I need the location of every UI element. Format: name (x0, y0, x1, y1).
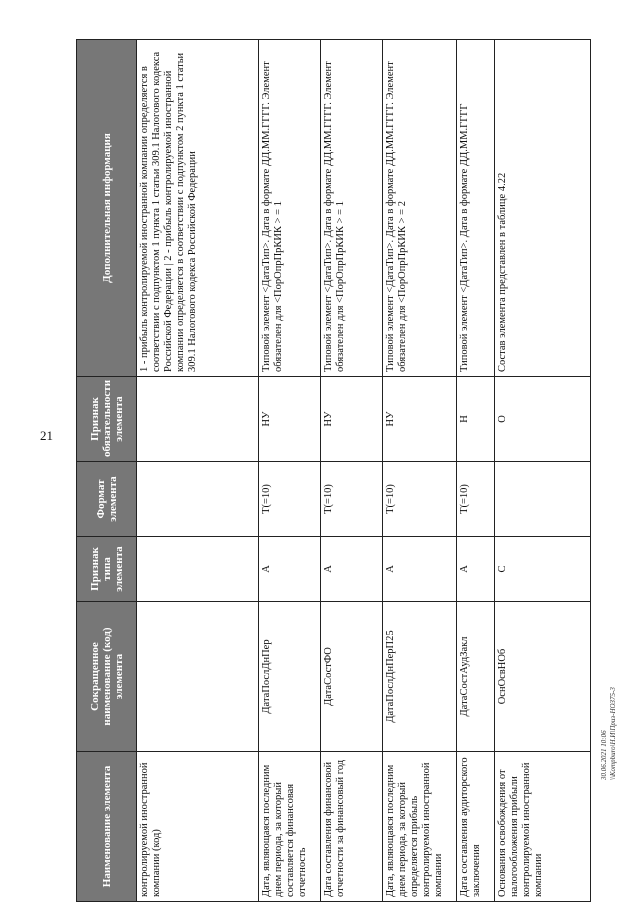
header-code: Сокращенное наименование (код) элемента (77, 602, 137, 752)
cell-info: Типовой элемент <ДатаТип>. Дата в формате ДД.ММ.ГГГГ (457, 40, 495, 377)
cell-required: НУ (259, 377, 321, 462)
elements-table (76, 39, 591, 902)
cell-type: А (457, 537, 495, 602)
table-row (137, 40, 259, 902)
cell-type: С (495, 537, 591, 602)
cell-type: А (383, 537, 457, 602)
header-required: Признак обязательности элемента (77, 377, 137, 462)
cell-format (495, 462, 591, 537)
table-row (457, 40, 495, 902)
cell-type: А (259, 537, 321, 602)
table-row (321, 40, 383, 902)
cell-name: контролируемой иностранной компании (код) (137, 752, 259, 902)
footer-date: 30.06.2021 10:06 (600, 730, 608, 780)
cell-required: НУ (383, 377, 457, 462)
cell-required: О (495, 377, 591, 462)
cell-code: ДатаСостФО (321, 602, 383, 752)
page-number: 21 (40, 428, 53, 443)
cell-info: 1 - прибыль контролируемой иностранной компании определяется в соответствии с подпунктом 1 пункта 1 статьи 309.1 Налогового кодекса Российской Федерации | 2 - прибыль контролируемой иностранной компании определяется в соответствии с подпунктом 2 пункта 1 статьи 309.1 Налогового кодекса Российской Федерации (137, 40, 259, 377)
cell-name: Дата составления финансовой отчетности за финансовый год (321, 752, 383, 902)
cell-code: ДатаСостАудЗакл (457, 602, 495, 752)
cell-info: Типовой элемент <ДатаТип>. Дата в формате ДД.ММ.ГГГГ. Элемент обязателен для <ПорОпрПрКИК > = 2 (383, 40, 457, 377)
table-row (383, 40, 457, 902)
cell-format: T(=10) (259, 462, 321, 537)
cell-format: T(=10) (383, 462, 457, 537)
cell-format: T(=10) (457, 462, 495, 537)
header-format: Формат элемента (77, 462, 137, 537)
cell-type (137, 537, 259, 602)
cell-name: Дата составления аудиторского заключения (457, 752, 495, 902)
cell-format: T(=10) (321, 462, 383, 537)
cell-code: ОснОсвНОб (495, 602, 591, 752)
footer-path: \\Kompburo\Н.И\Приз-НОЗ75-3 (609, 687, 617, 780)
cell-required: Н (457, 377, 495, 462)
cell-format (137, 462, 259, 537)
header-info: Дополнительная информация (77, 40, 137, 377)
cell-name: Основания освобождения от налогообложения прибыли контролируемой иностранной компании (495, 752, 591, 902)
header-type: Признак типа элемента (77, 537, 137, 602)
table-header-row (77, 40, 137, 902)
cell-name: Дата, являющаяся последним днем периода, за который составляется финансовая отчетность (259, 752, 321, 902)
cell-required: НУ (321, 377, 383, 462)
cell-code (137, 602, 259, 752)
cell-info: Состав элемента представлен в таблице 4.22 (495, 40, 591, 377)
cell-type: А (321, 537, 383, 602)
cell-info: Типовой элемент <ДатаТип>. Дата в формате ДД.ММ.ГГГГ. Элемент обязателен для <ПорОпрПрКИК > = 1 (259, 40, 321, 377)
cell-info: Типовой элемент <ДатаТип>. Дата в формате ДД.ММ.ГГГГ. Элемент обязателен для <ПорОпрПрКИК > = 1 (321, 40, 383, 377)
cell-name: Дата, являющаяся последним днем периода, за который определяется прибыль контролируемой иностранной компании (383, 752, 457, 902)
table-row (259, 40, 321, 902)
cell-code: ДатаПослДнПерП25 (383, 602, 457, 752)
cell-code: ДатаПослДнПер (259, 602, 321, 752)
cell-required (137, 377, 259, 462)
header-name: Наименование элемента (77, 752, 137, 902)
table-row (495, 40, 591, 902)
